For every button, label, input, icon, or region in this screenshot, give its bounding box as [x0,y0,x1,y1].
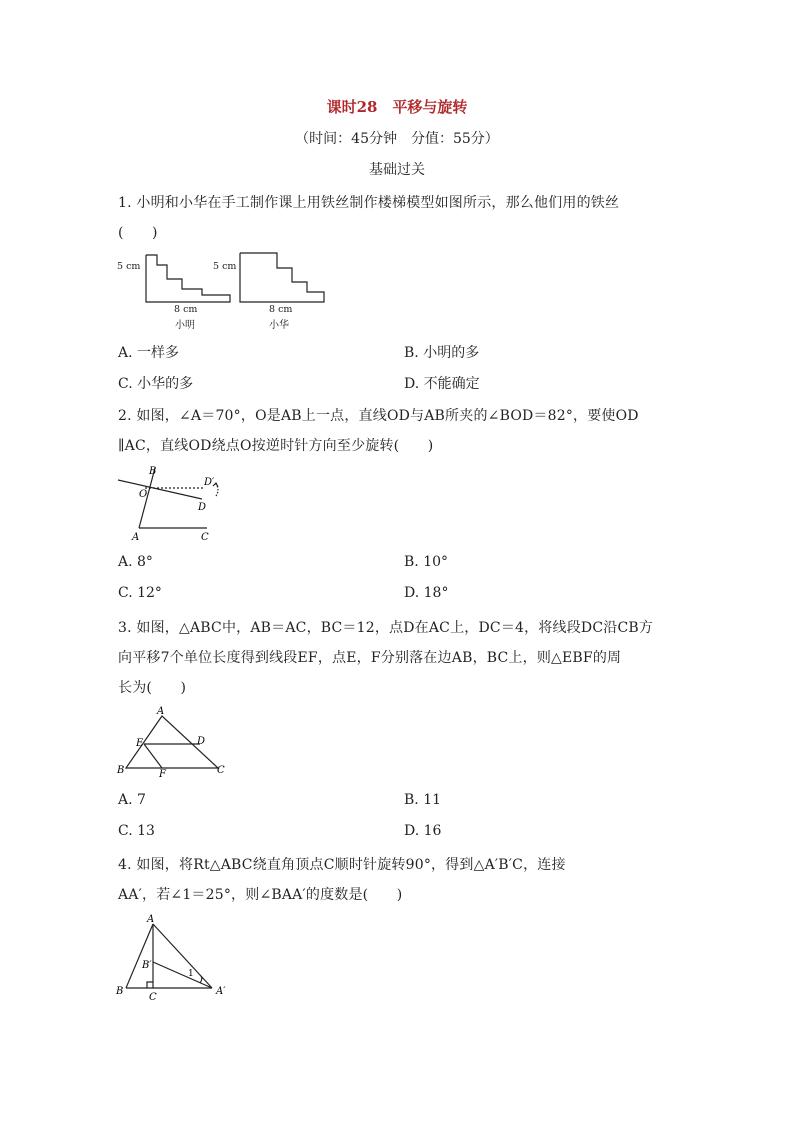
xiaohua-staircase [240,253,324,302]
q3-stem-line2: 向平移7个单位长度得到线段EF，点E，F分别落在边AB，BC上，则△EBF的周 [118,650,622,666]
segment-ef [144,744,162,768]
q2-stem-line2: ∥AC，直线OD绕点O按逆时针方向至少旋转( ) [118,438,434,454]
q4-figure [112,910,237,1005]
q1-height-label-right: 5 cm [213,261,237,272]
q3-label-f: F [159,769,166,780]
q4-label-a-prime: A′ [216,986,226,997]
q2-option-d: D. 18° [404,585,449,601]
q2-label-d: D [198,502,207,513]
q4-label-b: B [116,986,124,997]
q4-label-b-prime: B′ [142,960,152,971]
q2-option-a: A. 8° [118,554,153,570]
q3-option-c: C. 13 [118,823,155,839]
page-title: 课时28 平移与旋转 [326,98,468,116]
q2-label-d-prime: D′ [204,477,215,488]
q3-label-c: C [217,765,225,776]
time-score-info: （时间：45分钟 分值：55分） [295,131,499,147]
q2-label-a: A [132,532,140,543]
q1-stem-line1: 1. 小明和小华在手工制作课上用铁丝制作楼梯模型如图所示，那么他们用的铁丝 [118,195,620,211]
q2-stem-line1: 2. 如图，∠A＝70°，O是AB上一点，直线OD与AB所夹的∠BOD＝82°，要使OD [118,408,639,424]
q3-option-b: B. 11 [404,792,442,808]
q3-figure [112,704,232,780]
q2-option-b: B. 10° [404,554,449,570]
q3-stem-line1: 3. 如图，△ABC中，AB＝AC，BC＝12，点D在AC上，DC＝4，将线段DC沿CB方 [118,620,654,636]
q1-staircase-figure [112,248,332,336]
q1-width-label-left: 8 cm [174,304,198,315]
segment-ab [126,924,153,988]
q4-label-angle-1: 1 [188,969,194,979]
q2-option-c: C. 12° [118,585,162,601]
q1-option-a: A. 一样多 [118,345,180,361]
q1-name-xiaoming: 小明 [175,320,195,331]
q1-stem-line2: ( ) [118,225,158,241]
q2-label-o: O [139,489,148,500]
q1-option-b: B. 小明的多 [404,345,480,361]
section-heading: 基础过关 [369,162,425,178]
line-od [118,480,202,499]
q3-label-d: D [197,736,206,747]
q1-name-xiaohua: 小华 [269,320,289,331]
q1-height-label-left: 5 cm [117,261,141,272]
q4-label-c: C [149,992,157,1003]
q4-stem-line2: AA′，若∠1＝25°，则∠BAA′的度数是( ) [118,887,403,903]
q3-stem-line3: 长为( ) [118,680,187,696]
segment-aa-prime [153,924,212,988]
q3-option-d: D. 16 [404,823,442,839]
q2-figure [112,462,232,544]
q4-stem-line1: 4. 如图，将Rt△ABC绕直角顶点C顺时针旋转90°，得到△A′B′C，连接 [118,857,566,873]
q3-label-a: A [157,706,165,717]
q4-label-a: A [147,914,155,925]
q1-width-label-right: 8 cm [269,304,293,315]
q2-label-c: C [201,532,209,543]
q1-option-c: C. 小华的多 [118,376,194,392]
angle-1-arc [200,976,202,983]
right-angle-mark [147,982,153,988]
q3-label-b: B [117,765,125,776]
segment-b-prime-a-prime [153,962,212,988]
q1-option-d: D. 不能确定 [404,376,480,392]
q3-option-a: A. 7 [118,792,146,808]
q3-label-e: E [136,738,144,749]
q2-label-b: B [149,466,157,477]
